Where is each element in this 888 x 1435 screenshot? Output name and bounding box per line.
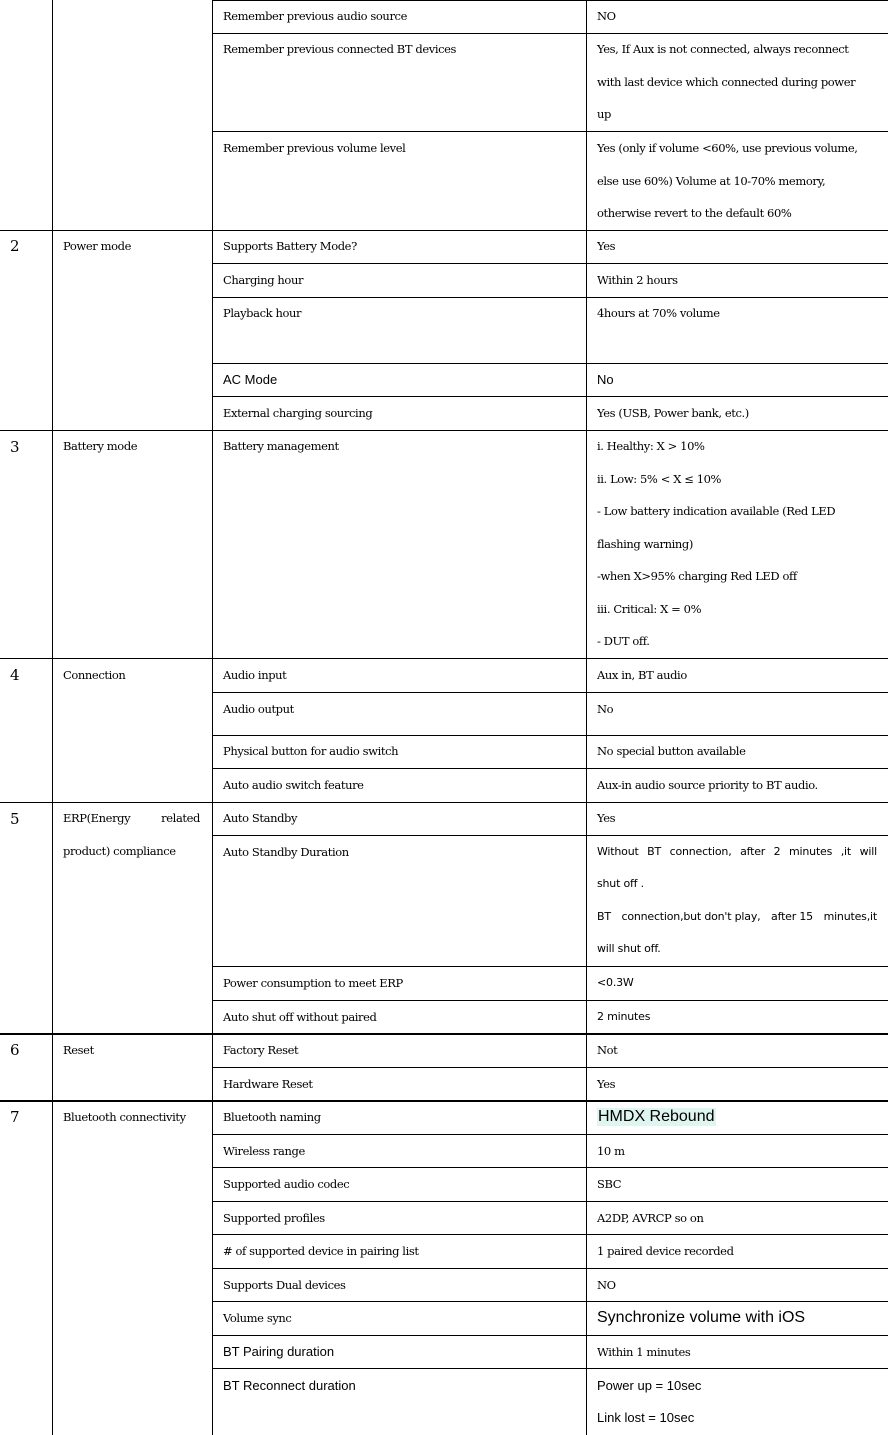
- detail-cell: Power up = 10sec: [597, 1378, 702, 1393]
- row-divider: [212, 835, 888, 836]
- feature-cell: Auto Standby Duration: [223, 845, 349, 859]
- row-divider: [212, 1134, 888, 1135]
- row-divider: [0, 1100, 888, 1102]
- row-divider: [212, 396, 888, 397]
- row-divider: [212, 0, 888, 1]
- detail-cell: Yes, If Aux is not connected, always reconnect: [597, 42, 849, 56]
- category-cell: Reset: [63, 1043, 94, 1057]
- category-cell: Connection: [63, 668, 126, 682]
- detail-cell: - DUT off.: [597, 634, 650, 648]
- feature-cell: Battery management: [223, 439, 339, 453]
- section-number: 7: [10, 1108, 20, 1126]
- detail-cell: 1 paired device recorded: [597, 1244, 734, 1258]
- detail-cell: Yes (USB, Power bank, etc.): [597, 406, 749, 420]
- feature-cell: Supports Battery Mode?: [223, 239, 357, 253]
- section-number: 5: [10, 810, 20, 828]
- detail-cell: Yes: [597, 811, 616, 825]
- feature-cell: Auto audio switch feature: [223, 778, 364, 792]
- section-number: 6: [10, 1041, 20, 1059]
- row-divider: [212, 363, 888, 364]
- category-cell: Bluetooth connectivity: [63, 1110, 186, 1124]
- row-divider: [212, 1000, 888, 1001]
- category-cell: product) compliance: [63, 844, 176, 858]
- feature-cell: Wireless range: [223, 1144, 305, 1158]
- row-divider: [0, 802, 888, 803]
- feature-cell: Auto shut off without paired: [223, 1010, 377, 1024]
- feature-cell: Remember previous connected BT devices: [223, 42, 457, 56]
- detail-cell: Not: [597, 1043, 618, 1057]
- feature-cell: Power consumption to meet ERP: [223, 976, 403, 990]
- detail-cell: NO: [597, 1278, 616, 1292]
- feature-cell: Supported audio codec: [223, 1177, 350, 1191]
- detail-cell: Without BT connection, after 2 minutes ,it will: [597, 845, 877, 858]
- category-cell: Battery mode: [63, 439, 138, 453]
- detail-cell: Within 2 hours: [597, 273, 678, 287]
- feature-cell: Hardware Reset: [223, 1077, 313, 1091]
- row-divider: [212, 33, 888, 34]
- row-divider: [212, 1067, 888, 1068]
- detail-cell: 4hours at 70% volume: [597, 306, 720, 320]
- row-divider: [0, 230, 888, 231]
- feature-cell: BT Reconnect duration: [223, 1378, 356, 1393]
- row-divider: [212, 1234, 888, 1235]
- detail-cell: shut off .: [597, 877, 644, 890]
- detail-cell: - Low battery indication available (Red LED: [597, 504, 836, 518]
- detail-cell: Yes: [597, 239, 616, 253]
- row-divider: [212, 1301, 888, 1302]
- row-divider: [212, 1268, 888, 1269]
- row-divider: [212, 1167, 888, 1168]
- detail-cell: up: [597, 107, 611, 121]
- section-number: 4: [10, 666, 20, 684]
- detail-cell: 2 minutes: [597, 1010, 651, 1023]
- bluetooth-name-value: HMDX Rebound: [598, 1108, 715, 1125]
- feature-cell: Audio output: [223, 702, 294, 716]
- detail-cell: will shut off.: [597, 942, 661, 955]
- detail-cell: Yes: [597, 1077, 616, 1091]
- row-divider: [212, 1335, 888, 1336]
- row-divider: [212, 263, 888, 264]
- feature-cell: Volume sync: [223, 1311, 292, 1325]
- section-number: 3: [10, 438, 20, 456]
- feature-cell: Supported profiles: [223, 1211, 325, 1225]
- row-divider: [212, 297, 888, 298]
- feature-cell: Charging hour: [223, 273, 304, 287]
- detail-cell: A2DP, AVRCP so on: [597, 1211, 704, 1225]
- detail-cell: BT connection,but don't play, after 15 minutes,it: [597, 910, 877, 923]
- row-divider: [0, 1033, 888, 1035]
- detail-cell: Yes (only if volume <60%, use previous volume,: [597, 141, 858, 155]
- feature-cell: Supports Dual devices: [223, 1278, 346, 1292]
- detail-cell: 10 m: [597, 1144, 625, 1158]
- detail-cell: SBC: [597, 1177, 622, 1191]
- detail-cell: else use 60%) Volume at 10-70% memory,: [597, 174, 826, 188]
- feature-cell: Remember previous volume level: [223, 141, 406, 155]
- row-divider: [212, 1201, 888, 1202]
- section-number: 2: [10, 237, 20, 255]
- detail-cell: Aux-in audio source priority to BT audio.: [597, 778, 818, 792]
- feature-cell: Playback hour: [223, 306, 302, 320]
- feature-cell: # of supported device in pairing list: [223, 1244, 419, 1258]
- column-divider: [212, 0, 213, 1435]
- detail-cell: iii. Critical: X = 0%: [597, 602, 702, 616]
- detail-cell: ii. Low: 5% < X ≤ 10%: [597, 472, 722, 486]
- feature-cell: Factory Reset: [223, 1043, 299, 1057]
- detail-cell: Aux in, BT audio: [597, 668, 687, 682]
- row-divider: [212, 735, 888, 736]
- detail-cell: Within 1 minutes: [597, 1345, 691, 1359]
- row-divider: [0, 658, 888, 659]
- feature-cell: Physical button for audio switch: [223, 744, 399, 758]
- category-cell: Power mode: [63, 239, 131, 253]
- row-divider: [212, 768, 888, 769]
- detail-cell: otherwise revert to the default 60%: [597, 206, 792, 220]
- row-divider: [212, 692, 888, 693]
- detail-cell: Link lost = 10sec: [597, 1410, 695, 1425]
- row-divider: [212, 966, 888, 967]
- row-divider: [212, 1368, 888, 1369]
- detail-cell: flashing warning): [597, 537, 693, 551]
- detail-cell: -when X>95% charging Red LED off: [597, 569, 797, 583]
- detail-cell: i. Healthy: X > 10%: [597, 439, 705, 453]
- detail-cell: NO: [597, 9, 616, 23]
- row-divider: [0, 430, 888, 431]
- feature-cell: Auto Standby: [223, 811, 298, 825]
- detail-cell: No: [597, 372, 614, 387]
- column-divider: [586, 0, 587, 1435]
- category-cell: ERP(Energy related: [63, 811, 200, 825]
- feature-cell: External charging sourcing: [223, 406, 373, 420]
- detail-cell: <0.3W: [597, 976, 634, 989]
- detail-cell: No special button available: [597, 744, 746, 758]
- feature-cell: Audio input: [223, 668, 287, 682]
- detail-cell: Synchronize volume with iOS: [597, 1309, 806, 1326]
- column-divider: [52, 0, 53, 1435]
- detail-cell: with last device which connected during power: [597, 75, 856, 89]
- feature-cell: Remember previous audio source: [223, 9, 407, 23]
- feature-cell: Bluetooth naming: [223, 1110, 321, 1124]
- row-divider: [212, 131, 888, 132]
- feature-cell: BT Pairing duration: [223, 1344, 335, 1359]
- feature-cell: AC Mode: [223, 372, 278, 387]
- detail-cell: No: [597, 702, 614, 716]
